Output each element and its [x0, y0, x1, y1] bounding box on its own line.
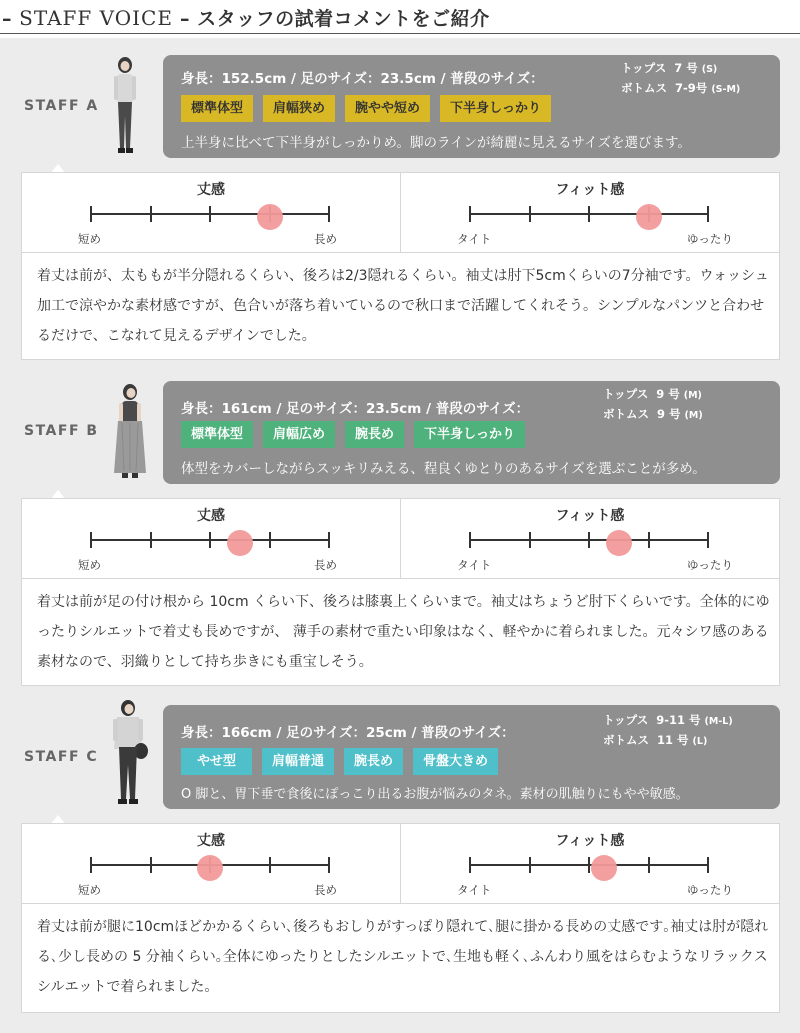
title-japanese: スタッフの試着コメントをご紹介 [197, 8, 490, 30]
scale-tick [648, 857, 650, 873]
scale-marker [606, 530, 632, 556]
scale-left-label: 短め [78, 232, 101, 246]
staff-b-photo [112, 383, 150, 485]
tops-label: トップス [603, 713, 649, 727]
staff-a-label: STAFF A [24, 98, 99, 114]
bottoms-label: ボトムス [603, 733, 649, 747]
staff-b-spec-box [163, 381, 780, 484]
body-tag: 骨盤大きめ [413, 748, 498, 775]
section-title [2, 4, 490, 31]
length-scale [22, 499, 400, 579]
scale-tick [588, 206, 590, 222]
scale-tick [588, 532, 590, 548]
scale-right-label: 長め [314, 558, 337, 572]
scale-right-label: 長め [314, 883, 337, 897]
body-tag: 標準体型 [181, 421, 253, 448]
staff-a-spec: 身長：152.5cm / 足のサイズ：23.5cm / 普段のサイズ： [181, 71, 544, 87]
staff-a-scales [22, 173, 779, 253]
staff-a-comment: 着丈は前が、太ももが半分隠れるくらい、後ろは2/3隠れるくらい。袖丈は肘下5cmくらいの7分袖です。ウォッシュ加工で涼やかな素材感ですが、色合いが落ち着いているので秋口まで活躍してくれそう。シンプルなパンツと合わせるだけで、こなれて見えるデザインでした。 [37, 268, 769, 344]
scale-left-label: 短め [78, 883, 101, 897]
staff-c-tags [181, 748, 498, 775]
body-tag: 腕長め [344, 748, 403, 775]
body-tag: 下半身しっかり [414, 421, 525, 448]
body-tag: 標準体型 [181, 95, 253, 122]
body-tag: 肩幅狭め [263, 95, 335, 122]
scale-right-label: ゆったり [687, 883, 733, 897]
scale-tick [469, 532, 471, 548]
body-tag: 腕長め [345, 421, 404, 448]
staff-b-tags [181, 421, 525, 448]
bottoms-sub: (S-M) [711, 84, 741, 95]
staff-c-note: O 脚と、胃下垂で食後にぽっこり出るお腹が悩みのタネ。素材の肌触りにもやや敏感。 [181, 787, 689, 802]
bottoms-label: ボトムス [603, 407, 649, 421]
tops-sub: (M) [683, 390, 702, 401]
staff-a-tags [181, 95, 551, 122]
section-header [0, 0, 800, 34]
scale-tick [588, 857, 590, 873]
scale-tick [90, 857, 92, 873]
scale-marker [257, 204, 283, 230]
fit-scale-title: フィット感 [555, 508, 625, 524]
scale-tick [328, 532, 330, 548]
staff-a-card [21, 172, 780, 360]
scale-marker [197, 855, 223, 881]
bottoms-sub: (M) [684, 410, 703, 421]
staff-a-photo [108, 56, 142, 160]
title-dash-mid: – [180, 8, 191, 30]
length-scale [22, 173, 400, 253]
scale-tick [150, 532, 152, 548]
staff-c-scales [22, 824, 779, 904]
staff-a-sizes [621, 59, 740, 99]
scale-tick [209, 206, 211, 222]
scale-marker [227, 530, 253, 556]
staff-b-label: STAFF B [24, 423, 99, 439]
scale-right-label: ゆったり [687, 232, 733, 246]
fit-scale [401, 499, 779, 579]
scale-tick [150, 857, 152, 873]
staff-voice-panel [0, 38, 800, 1033]
length-scale-title: 丈感 [197, 508, 225, 524]
length-scale-title: 丈感 [197, 182, 225, 198]
staff-c-card [21, 823, 780, 1013]
scale-tick [529, 532, 531, 548]
scale-tick [269, 857, 271, 873]
title-english: STAFF VOICE [19, 6, 173, 30]
scale-tick [269, 532, 271, 548]
scale-left-label: 短め [78, 558, 101, 572]
bottoms-size: 11 号 [657, 733, 689, 747]
bottoms-size: 9 号 [657, 407, 681, 421]
scale-tick [529, 857, 531, 873]
scale-tick [469, 206, 471, 222]
scale-tick [469, 857, 471, 873]
length-scale [22, 824, 400, 904]
scale-left-label: タイト [457, 232, 492, 246]
scale-tick [529, 206, 531, 222]
staff-b-spec: 身長：161cm / 足のサイズ：23.5cm / 普段のサイズ： [181, 401, 530, 417]
scale-marker [591, 855, 617, 881]
bottoms-label: ボトムス [621, 81, 667, 95]
body-tag: 肩幅普通 [262, 748, 334, 775]
staff-b-comment: 着丈は前が足の付け根から 10cm くらい下、後ろは膝裏上くらいまで。袖丈はちょうど肘下くらいです。全体的にゆったりシルエットで着丈も長めですが、 薄手の素材で重たい印象はなく、軽やかに着られました。元々シワ感のある素材なので、羽織りとして持ち歩きにも重宝しそう。 [37, 594, 770, 670]
staff-b-note: 体型をカバーしながらスッキリみえる、程良くゆとりのあるサイズを選ぶことが多め。 [181, 461, 706, 477]
body-tag: やせ型 [181, 748, 252, 775]
staff-c-spec: 身長：166cm / 足のサイズ：25cm / 普段のサイズ： [181, 725, 515, 741]
scale-tick [328, 857, 330, 873]
scale-left-label: タイト [457, 558, 492, 572]
scale-right-label: ゆったり [687, 558, 733, 572]
bottoms-size: 7-9号 [675, 81, 708, 95]
scale-tick [648, 532, 650, 548]
staff-a-note: 上半身に比べて下半身がしっかりめ。脚のラインが綺麗に見えるサイズを選びます。 [181, 135, 691, 151]
scale-tick [90, 206, 92, 222]
body-tag: 腕やや短め [345, 95, 430, 122]
fit-scale [401, 824, 779, 904]
scale-tick [707, 857, 709, 873]
header-rule [0, 33, 800, 34]
staff-b-card [21, 498, 780, 686]
scale-tick [328, 206, 330, 222]
staff-c-sizes [603, 711, 733, 751]
staff-a-spec-box [163, 55, 780, 158]
scale-marker [636, 204, 662, 230]
tops-sub: (M-L) [704, 716, 733, 727]
staff-b-sizes [603, 385, 703, 425]
staff-c-photo [108, 699, 152, 811]
bottoms-sub: (L) [692, 736, 708, 747]
staff-c-comment: 着丈は前が腿に10cmほどかかるくらい､後ろもおしりがすっぽり隠れて､腿に掛かる長めの丈感です｡袖丈は肘が隠れる､少し長めの 5 分袖くらい｡全体にゆったりとしたシルエットで､生地も軽く､ふんわり風をはらむようなリラックスシルエットで着られました｡ [37, 919, 769, 995]
tops-sub: (S) [701, 64, 718, 75]
fit-scale-title: フィット感 [555, 833, 625, 849]
scale-tick [90, 532, 92, 548]
body-tag: 下半身しっかり [440, 95, 551, 122]
staff-c-spec-box [163, 705, 780, 809]
scale-tick [209, 532, 211, 548]
scale-right-label: 長め [314, 232, 337, 246]
length-scale-title: 丈感 [197, 833, 225, 849]
body-tag: 肩幅広め [263, 421, 335, 448]
scale-left-label: タイト [457, 883, 492, 897]
scale-tick [707, 206, 709, 222]
tops-label: トップス [621, 61, 667, 75]
staff-b-scales [22, 499, 779, 579]
fit-scale-title: フィット感 [555, 182, 625, 198]
tops-size: 9 号 [656, 387, 680, 401]
staff-c-label: STAFF C [24, 749, 99, 765]
tops-size: 9-11 号 [656, 713, 701, 727]
fit-scale [401, 173, 779, 253]
scale-tick [150, 206, 152, 222]
title-dash-left: – [2, 8, 12, 30]
scale-tick [707, 532, 709, 548]
tops-label: トップス [603, 387, 649, 401]
tops-size: 7 号 [674, 61, 698, 75]
